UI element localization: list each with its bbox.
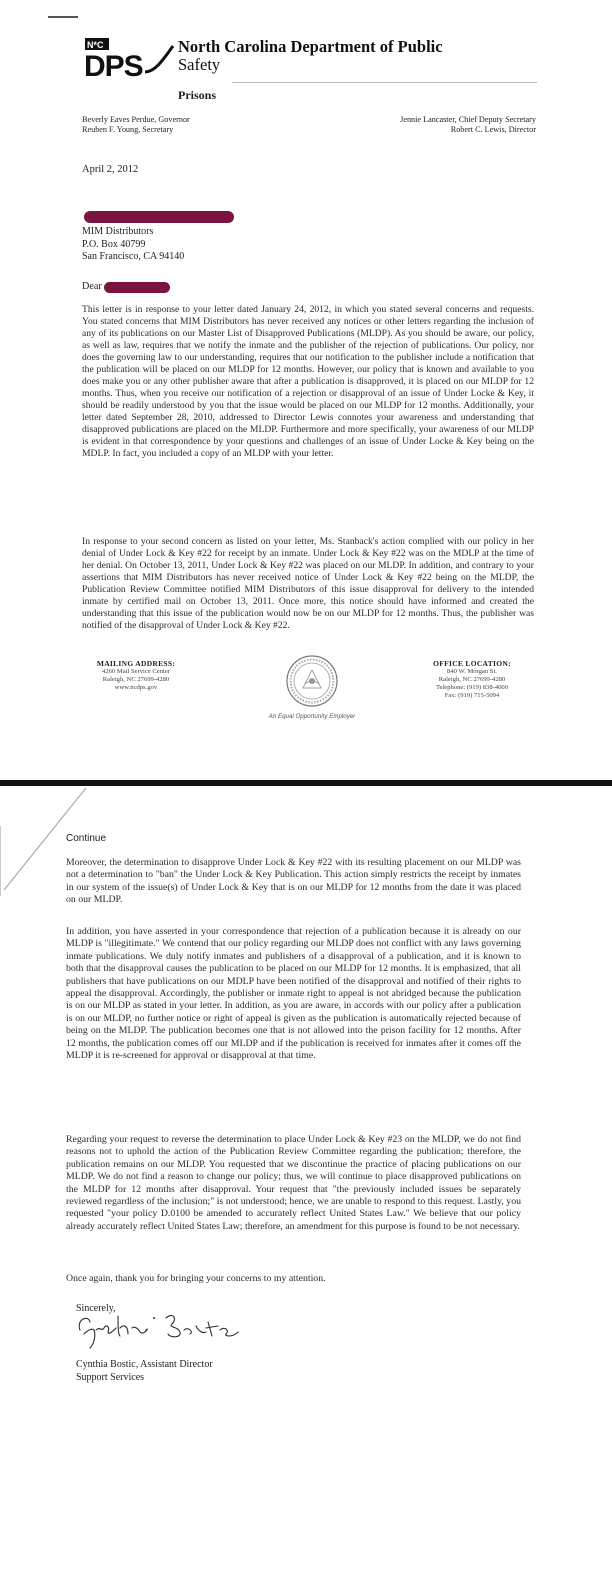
svg-text:N*C: N*C <box>87 40 104 50</box>
letter-date: April 2, 2012 <box>82 164 139 175</box>
svg-text:DPS: DPS <box>84 50 143 80</box>
state-seal-mark <box>285 654 339 708</box>
department-line-1: North Carolina Department of Public <box>178 37 443 56</box>
governor-line: Beverly Eaves Perdue, Governor <box>82 115 190 124</box>
signer-name: Cynthia Bostic, Assistant Director <box>76 1359 213 1370</box>
recipient-org: MIM Distributors <box>82 226 154 237</box>
office-title: OFFICE LOCATION: <box>433 659 511 668</box>
body-paragraph-2: In response to your second concern as listed on your letter, Ms. Stanback's action complied with our policy in her denial of Under Lock & Key #22 for receipt by an inmate. Under Lock & Key #22 was on the MDLP at the time of her denial. On October 13, 2011, Under Lock & Key #22 was placed on our MLDP. In addition, and contrary to your assertions that MIM Distributors has never received notice of Under Lock & Key #22 being on the MLDP, the Publication Review Committee notified MIM Distributors of this issue disapproval for delivery to the intended inmate by certified mail on October 13, 2011. Once more, this notice should have informed and created the understanding that this issue of the publication would now be on our MLDP for 12 months. Thus, the publisher was notified of the disapproval of Under Lock & Key #22. <box>82 536 534 631</box>
office-line-1: 840 W. Morgan St. <box>447 668 497 675</box>
office-line-4: Fax: (919) 715-5094 <box>444 692 500 699</box>
office-line-3: Telephone: (919) 838-4000 <box>435 684 509 691</box>
secretary-line: Reuben F. Young, Secretary <box>82 125 174 134</box>
page2-paragraph-1: Moreover, the determination to disapprove Under Lock & Key #22 with its resulting placement on our MLDP was not a determination to "ban" the Under Lock & Key Publication. This action simply restricts the receipt by inmates in our system of the issue(s) of Under Lock & Key that is on our MLDP for 12 months from the date it was placed on our MLDP. <box>66 857 521 906</box>
letter-page-1 <box>0 0 612 780</box>
recipient-address-line-2: San Francisco, CA 94140 <box>82 251 185 262</box>
office-line-2: Raleigh, NC 27699-4280 <box>438 676 506 683</box>
handwritten-signature <box>74 1306 244 1350</box>
mailing-line-3: www.ncdps.gov <box>114 684 158 691</box>
mailing-address-block <box>86 659 186 692</box>
page2-paragraph-4: Once again, thank you for bringing your concerns to my attention. <box>66 1273 326 1284</box>
recipient-address-line-1: P.O. Box 40799 <box>82 238 146 250</box>
body-paragraph-1: This letter is in response to your letter dated January 24, 2012, in which you stated several concerns and requests. You stated concerns that MIM Distributors has never received any notices or other letters regarding the inclusion of any of its publications on our Master List of Disapproved Publications (MLDP). As you should be aware, our policy, as well as law, requires that we notify the inmate and the publisher of the rejection of publications. Our policy, nor does the governing law to our understanding, requires that our notification to the publisher include a notification that the publication will be placed on our MLDP for 12 months. However, our policy that is known and available to you does make you or any other publisher aware that after a publication is disapproved, it is placed on our MLDP for 12 months. Thus, when you receive our notification of a rejection or disapproval of an issue of Under Locke & Key, it should be readily understood by you that the issue would be placed on our MLDP for 12 months. Additionally, your letter dated September 28, 2010, addressed to Director Lewis connotes your awareness and understanding that disapproved publications are placed on the MLDP. Furthermore and more specifically, your awareness of our MLDP is evident in that correspondence by your questions and challenges of an issue of Under Locke & Key being on the MDLP. In fact, you included a copy of an MLDP with your letter. <box>82 304 534 459</box>
office-location-block <box>418 659 526 700</box>
state-seal <box>285 654 339 708</box>
redacted-salutation-name <box>104 282 170 293</box>
letter-page-2 <box>0 786 612 1584</box>
redacted-recipient-name <box>84 211 234 223</box>
signer-block <box>76 1359 213 1384</box>
continue-heading: Continue <box>66 833 107 844</box>
mailing-line-1: 4260 Mail Service Center <box>102 668 170 675</box>
signature-drawing <box>74 1306 244 1350</box>
dps-logo-mark <box>83 38 175 80</box>
department-name <box>178 38 443 74</box>
division-name: Prisons <box>178 88 217 102</box>
department-line-2: Safety <box>178 55 221 74</box>
page2-paragraph-3: Regarding your request to reverse the determination to place Under Lock & Key #23 on the MLDP, we do not find reasons not to uphold the action of the Publication Review Committee regarding the publication; therefore, the publication remains on our MLDP. You requested that we discontinue the practice of placing publications on our MLDP. We do not find a reason to change our policy; thus, we will continue to place disapproved publications on the MLDP for 12 months after disapproval. Your request that "the previously included issues be separately reviewed regardless of the inclusion;" is not understood; hence, we are unable to respond to this request. Lastly, you requested "your policy D.0100 be amended to accurately reflect United States Law." We believe that our policy already accurately reflect United States Law; therefore, an amendment for this purpose is found to be not necessary. <box>66 1134 521 1232</box>
signer-unit: Support Services <box>76 1371 145 1383</box>
director-line: Robert C. Lewis, Director <box>450 125 536 134</box>
left-officials <box>82 115 190 135</box>
mailing-line-2: Raleigh, NC 27699-4280 <box>102 676 170 683</box>
salutation: Dear <box>82 281 102 292</box>
scan-mark <box>48 16 78 18</box>
deputy-secretary-line: Jennie Lancaster, Chief Deputy Secretary <box>400 115 536 124</box>
dps-logo <box>83 38 175 80</box>
mailing-title: MAILING ADDRESS: <box>96 659 176 668</box>
equal-opportunity-employer: An Equal Opportunity Employer <box>268 713 356 720</box>
closing: Sincerely, <box>76 1303 116 1314</box>
letterhead-rule <box>232 82 537 83</box>
recipient-address <box>82 226 184 264</box>
right-officials <box>400 115 536 135</box>
page2-paragraph-2: In addition, you have asserted in your correspondence that rejection of a publication because it is already on our MLDP is "illegitimate." We contend that our policy regarding our MLDP does not conflict with any laws governing inmate publications. We duly notify inmates and publishers of a disapproval of a publication, and it is known to both that the disapproval causes the publication to be placed on our MLDP for 12 months. It is emphasized, that all publishers that have publications on our MDLP have been notified of the disapproval and notified of their rights to appeal the disapproval. Accordingly, the publisher or inmate right to appeal is not abridged because the publication is on our MLDP as stated in your letter. In addition, as you are aware, in accords with our policy after a publication is on our MLDP, no further notice or right of appeal is given as the publication is automatically rejected because of being on the MLDP. The publication becomes one that is not allowed into the prison facility for 12 months. After 12 months, the publication comes off our MLDP and if the publication is received for inmates after it comes off the MLDP it is re-screened for approval or disapproval at that time. <box>66 926 521 1062</box>
